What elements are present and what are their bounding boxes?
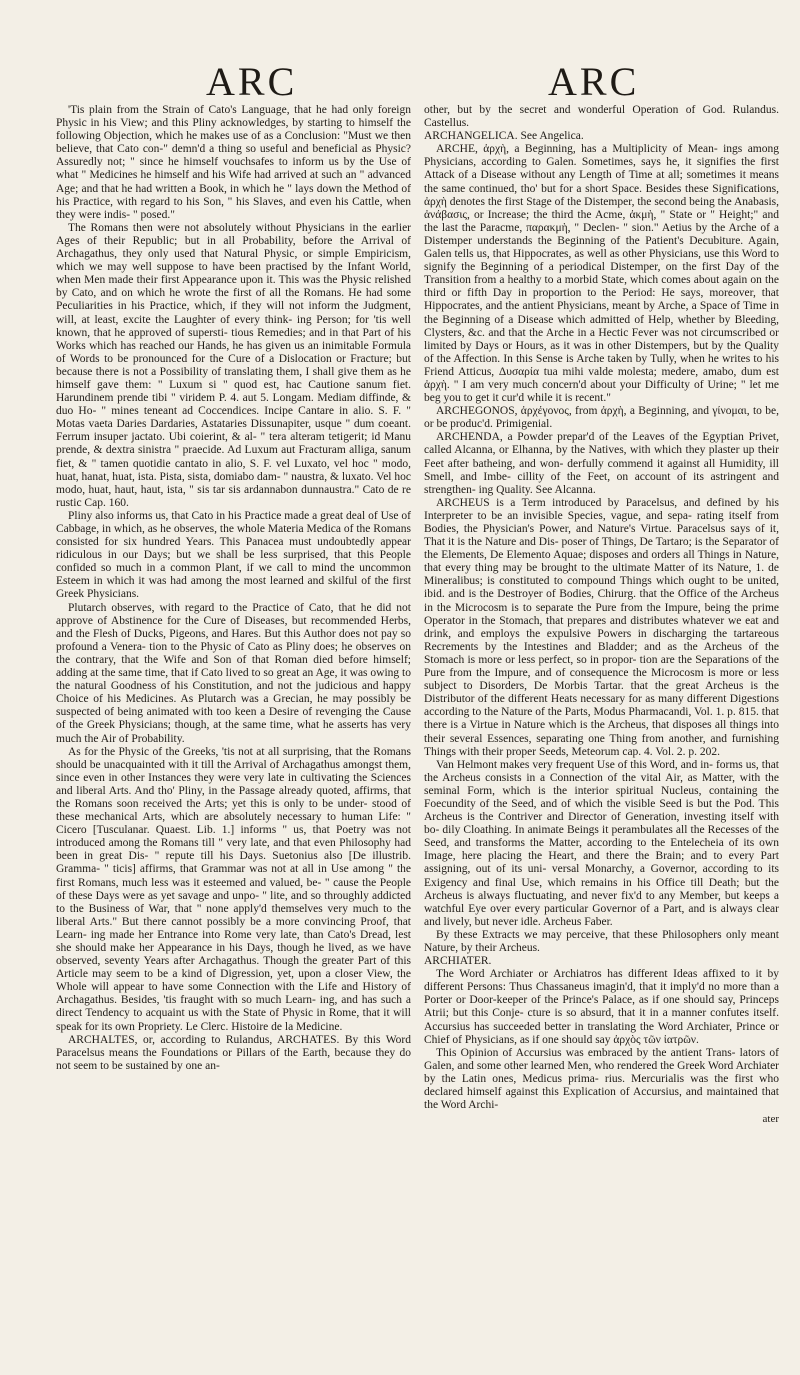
paragraph: This Opinion of Accursius was embraced by the antient Trans- lators of Galen, and some other learned Men, who rendered the Greek Word Archiater by the Latin ones, Medicus prima- rius. Mercurialis was the first who declared himself against this Explication of Accursius, and maintained that the Word Archi- — [424, 1046, 779, 1112]
paragraph: Pliny also informs us, that Cato in his Practice made a great deal of Use of Cabbage, in which, as he observes, the whole Materia Medica of the Romans consisted for six hundred Years. This Panacea must undoubtedly appear ridiculous in our Days; but we shall be less surprised, that this People confided so much in a common Plant, if we call to mind the uncommon Esteem in which it was had among the most learned and skilful of the first Greek Physicians. — [56, 509, 411, 601]
entry-heading: ARCHIATER. — [424, 955, 492, 968]
paragraph: The Word Archiater or Archiatros has different Ideas affixed to it by different Persons: Thus Chassaneus imagin'd, that it imply'd no more than a Porter or Door-keeper of the Prince's Palace, as if one should say, Princeps Atrii; but this Conje- cture is so absurd, that it in a manner confutes itself. Accursius has succeeded better in translating the Word Archiater, Prince or Chief of Physicians, as if one should say ἀρχὸς τῶν ἰατρῶν. — [424, 968, 779, 1046]
running-head-left: ARC — [206, 59, 298, 104]
paragraph: ARCHENDA, a Powder prepar'd of the Leaves of the Egyptian Privet, called Alcanna, or Elhanna, by the Natives, with which they plaster up their Feet after batheing, and won- derfully commend it against all Humidity, ill Smell, and Imbe- cillity of the Feet, on account of its astringent and strengthen- ing Quality. See Alcanna. — [424, 431, 779, 496]
running-head-right: ARC — [548, 59, 640, 104]
left-column — [56, 104, 411, 1073]
catchword: ater — [762, 1113, 779, 1126]
paragraph: The Romans then were not absolutely without Physicians in the earlier Ages of their Republic; but in all Probability, before the Arrival of Archagathus, they only used that Natural Physic, or simple Empiricism, which we may well suppose to have been practised by the Infant World, when Men made their first Appearance upon it. This was the Physic relished by Cato, and on which he wrote the first of all the Romans. He had some Peculiarities in his Practice, which, if they will not inform the Judgment, will, at least, excite the Laughter of every think- ing Person; for 'tis well known, that he approved of supersti- tious Remedies; and in that Part of his Works which has reached our Hands, he has given us an inimitable Formula of Words to be pronounced for the Cure of a Dislocation or Fracture; but because there is not a Possibility of translating them, I shall give them as he himself gave them: " Luxum si " quod est, hac Cautione sanum fiet. Harundinem prende tibi " viridem P. 4. aut 5. Longam. Mediam diffinde, & duo Ho- " mines teneant ad Coccendices. Incipe Cantare in alio. S. F. " Motas vaeta Daries Dardaries, Astataries Dissunapiter, usque " dum coeant. Ferrum insuper jactato. Ubi coierint, & al- " tera alteram tetigerit; id Manu prende, & dextra sinistra " praecide. Ad Luxum aut Fracturam alliga, sanum fiet, & " tamen quotidie cantato in alio, S. F. vel Luxato, vel hoc " modo, huat, hanat, huat, ista. Pista, sista, domiabo dam- " naustra, & luxato. Vel hoc modo, huat, haut, haut, ista, " sis tar sis ardannabon dunnaustra." Cato de re rustic Cap. 160. — [56, 221, 411, 509]
paragraph-continued: other, but by the secret and wonderful Operation of God. Rulandus. Castellus. — [424, 104, 779, 130]
paragraph: By these Extracts we may perceive, that these Philosophers only meant Nature, by their Archeus. — [424, 928, 779, 954]
paragraph: 'Tis plain from the Strain of Cato's Language, that he had only foreign Physic in his View; and this Pliny acknowledges, by starting to himself the following Objection, which he makes use of as a Conclusion: "Must we then believe, that Cato con-" demn'd a thing so useful and beneficial as Physic? Assuredly not; " since he himself vouchsafes to inform us by the Use of what " Medicines he himself and his Wife had arrived at such an " advanced Age; and that he had written a Book, in which he " lays down the Method of his Practice, with regard to his Son, " his Slaves, and even his Cattle, when they were indis- " posed." — [56, 104, 411, 221]
right-column — [424, 104, 779, 1126]
paragraph: ARCHE, ἀρχὴ, a Beginning, has a Multiplicity of Mean- ings among Physicians, according to Galen. Sometimes, says he, it signifies the first Attack of a Disease without any Length of Time at all; sometimes it means the same continued, tho' but for a short Space. Besides these Significations, ἀρχὴ denotes the first Stage of the Distemper, the second being the Anabasis, ἀνάβασις, or Increase; the third the Acme, ἀκμὴ, " State or " Height;" and the last the Paracme, παρακμὴ, " Declen- " sion." Aetius by the Arche of a Distemper understands the Beginning of the Patient's Decubiture. Again, Galen tells us, that Hippocrates, as well as other Physicians, use this Word to signify the Beginning of a periodical Distemper, on the first Day of the Transition from a healthy to a morbid State, which comes about again on the third or fifth Day in proportion to the Period: He says, moreover, that Hippocrates, and the antient Physicians, meant by Arche, a Space of Time in the Beginning of a Disease which admitted of Help, whether by Bleeding, Clysters, &c. and that the Arche in a Hectic Fever was not circumscribed or limited by Days or Hours, as it was in other Distempers, but by the Quality of the Affection. In this Sense is Arche taken by Tully, when he writes to his Friend Atticus, Δυσαρία tua mihi valde molesta; medere, amabo, dum est ἀρχὴ. " I am very much concern'd about your Difficulty of Urine; " let me beg you to get it cur'd while it is recent." — [424, 143, 779, 405]
paragraph: Plutarch observes, with regard to the Practice of Cato, that he did not approve of Abstinence for the Cure of Diseases, but recommended Herbs, and the Flesh of Ducks, Pigeons, and Hares. But this Author does not pay so profound a Venera- tion to the Physic of Cato as Pliny does; he observes on the contrary, that the Wife and Son of that Roman died before himself; adding at the same time, that if Cato lived to so great an Age, it was owing to the natural Goodness of his Constitution, and not the judicious and happy Choice of his Medicines. As Plutarch was a Grecian, he may possibly be suspected of being animated with too keen a Desire of revenging the Cause of the Greek Physicians; though, at the same time, what he asserts has very much the Air of Probability. — [56, 601, 411, 745]
paragraph: ARCHEGONOS, ἀρχέγονος, from ἀρχὴ, a Beginning, and γίνομαι, to be, or be produc'd. Primigenial. — [424, 405, 779, 431]
paragraph: As for the Physic of the Greeks, 'tis not at all surprising, that the Romans should be unacquainted with it till the Arrival of Archagathus amongst them, since even in other Instances they were very late in cultivating the Sciences and liberal Arts. And tho' Pliny, in the Passage already quoted, affirms, that the Romans soon received the Arts; yet this is only to be under- stood of these mechanical Arts, which are absolutely necessary to human Life: " Cicero [Tusculanar. Quaest. Lib. 1.] informs " us, that Poetry was not introduced among the Romans till " very late, and that even Philosophy had been in great Dis- " repute till his Days. Suetonius also [De illustrib. Gramma- " ticis] affirms, that Grammar was not at all in Use among " the first Romans, much less was it esteemed and valued, be- " cause the People of these Days were as yet savage and unpo- " lite, and so throughly addicted to the Business of War, that " none apply'd themselves very much to the liberal Arts." But there cannot possibly be a more convincing Proof, that Learn- ing made her Entrance into Rome very late, than Cato's Dread, lest she should make her Appearance in his Days, though he lived, as we have observed, seventy Years after Archagathus. Though the greater Part of this Article may seem to be a kind of Digression, yet, upon a closer View, the Whole will appear to have some Connection with the Life and History of Archagathus. Besides, 'tis fraught with so much Learn- ing, and has such a direct Tendency to acquaint us with the State of Physic in Rome, that it will speak for its own Propriety. Le Clerc. Histoire de la Medicine. — [56, 745, 411, 1033]
paragraph: ARCHEUS is a Term introduced by Paracelsus, and defined by his Interpreter to be an invisible Species, vague, and sepa- rating itself from Bodies, the Physician's Power, and Nature's Virtue. Paracelsus says of it, That it is the Nature and Dis- poser of Things, De Tartaro; is the Separator of the Elements, De Elemento Aquae; disposes and orders all Things in Nature, that every thing may be brought to the ultimate Matter of its Nature, 1. de Mineralibus; is constituted to compound Things which ought to be united, ibid. and is the Destroyer of Bodies, Chirurg. that the Office of the Archeus in the Microcosm is to separate the Pure from the Impure, being the prime Operator in the Stomach, that prepares and distributes whatever we eat and drink, and employs the expulsive Powers in discharging the tartareous Recrements by the Intestines and Bladder; and as the Archeus of the Stomach is more or less perfect, so in propor- tion are the Separations of the Pure from the Impure, and of consequence the Microcosm is more or less subject to Disorders, De Morbis Tartar. that the great Archeus is the Distributor of the different Heats necessary for as many different Digestions according to the Nature of the Parts, Modus Pharmacandi, Vol. 1. p. 815. that there is a Virtue in Nature which is the Archeus, that disposes all things into their several Essences, separating one Thing from another, and furnishing Things with their proper Seeds, Meteorum cap. 4. Vol. 2. p. 202. — [424, 496, 779, 758]
entry-heading: ARCHANGELICA. See Angelica. — [424, 130, 584, 143]
paragraph: ARCHALTES, or, according to Rulandus, ARCHATES. By this Word Paracelsus means the Foundations or Pillars of the Earth, because they do not seem to be sustained by one an- — [56, 1033, 411, 1072]
paragraph: Van Helmont makes very frequent Use of this Word, and in- forms us, that the Archeus consists in a Connection of the vital Air, as Matter, with the seminal Form, which is the interior spiritual Nucleus, containing the Foecundity of the Seed, and of which the visible Seed is but the Pod. This Archeus is the Contriver and Director of Generation, investing itself with bo- dily Cloathing. In animate Beings it perambulates all the Recesses of the Seed, and transforms the Matter, according to the Entelecheia of its own Image, here placing the Heart, and there the Brain; and to every Part assigning, out of its uni- versal Monarchy, a Governor, according to its Exigency and final Use, which remains in his Office till Death; but the Archeus is always fluctuating, and never fix'd to any Member, but keeps a watchful Eye over every particular Governor of a Part, and is always clear and lively, but never idle. Archeus Faber. — [424, 758, 779, 928]
